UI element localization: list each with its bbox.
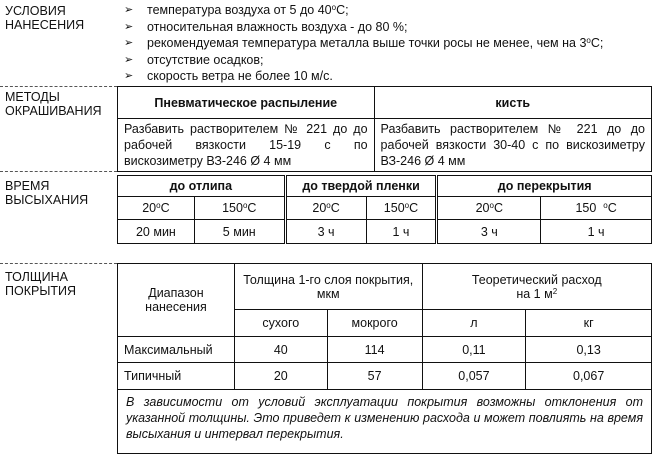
method-text-brush: Разбавить растворителем № 221 до до рабочей вязкости 30-40 с по вискозиметру ВЗ-246 Ø 4 мм bbox=[374, 119, 651, 172]
section-divider bbox=[0, 171, 117, 172]
condition-item: ➢ рекомендуемая температура металла выше точки росы не менее, чем на $3^оС$; bbox=[124, 36, 604, 50]
time-cell: 3 ч bbox=[437, 220, 541, 244]
condition-item: ➢ отсутствие осадков; bbox=[124, 52, 264, 67]
method-text-spray: Разбавить растворителем № 221 до до рабочей вязкости 15-19 с по вискозиметру ВЗ-246 Ø 4 мм bbox=[118, 119, 375, 172]
painting-methods-table bbox=[117, 86, 652, 172]
thickness-note: В зависимости от условий эксплуатации покрытия возможны отклонения от указанной толщины. Это приведет к изменению расхода и может повлиять на время высыхания и интервал перекрытия. bbox=[118, 390, 652, 454]
arrow-bullet-icon: ➢ bbox=[124, 70, 134, 82]
time-cell: 1 ч bbox=[541, 220, 652, 244]
subheader-liters: л bbox=[422, 310, 526, 337]
arrow-bullet-icon: ➢ bbox=[124, 37, 134, 49]
drying-group-recoat: до перекрытия bbox=[437, 176, 652, 197]
consumption-header: Теоретический расход на 1 $м^2$ bbox=[422, 264, 651, 310]
drying-group-hard: до твердой пленки bbox=[285, 176, 437, 197]
temp-cell: $20^оС$ bbox=[437, 197, 541, 220]
conditions-label bbox=[5, 4, 84, 32]
table-row: Максимальный 40 114 0,11 0,13 bbox=[118, 337, 652, 363]
range-header: Диапазон нанесения bbox=[118, 264, 235, 337]
coating-thickness-table bbox=[117, 263, 652, 454]
subheader-wet: мокрого bbox=[327, 310, 422, 337]
conditions-list bbox=[124, 2, 603, 85]
condition-item: ➢ температура воздуха от 5 до $40^оС$; bbox=[124, 3, 349, 17]
section-divider bbox=[0, 86, 117, 87]
thickness-header: Толщина 1-го слоя покрытия, мкм bbox=[234, 264, 422, 310]
method-header-spray: Пневматическое распыление bbox=[118, 87, 375, 119]
section-divider bbox=[0, 263, 117, 264]
table-row: Типичный 20 57 0,057 0,067 bbox=[118, 363, 652, 390]
time-cell: 5 мин bbox=[194, 220, 285, 244]
drying-label: ВРЕМЯ ВЫСЫХАНИЯ bbox=[5, 179, 89, 207]
subheader-dry: сухого bbox=[234, 310, 327, 337]
temp-cell: $20^оС$ bbox=[118, 197, 195, 220]
drying-group-tackfree: до отлипа bbox=[118, 176, 286, 197]
conditions-label-line1: УСЛОВИЯ bbox=[5, 4, 66, 18]
time-cell: 1 ч bbox=[366, 220, 437, 244]
temp-cell: $150^оС$ bbox=[366, 197, 437, 220]
subheader-kg: кг bbox=[526, 310, 652, 337]
methods-label: МЕТОДЫ ОКРАШИВАНИЯ bbox=[5, 90, 102, 118]
time-cell: 3 ч bbox=[285, 220, 366, 244]
temp-cell: $20^оС$ bbox=[285, 197, 366, 220]
method-header-brush: кисть bbox=[374, 87, 651, 119]
thickness-label: ТОЛЩИНА ПОКРЫТИЯ bbox=[5, 270, 77, 298]
condition-item: ➢ скорость ветра не более 10 м/с. bbox=[124, 69, 333, 83]
time-cell: 20 мин bbox=[118, 220, 195, 244]
condition-item: ➢ относительная влажность воздуха - до 80 %; bbox=[124, 19, 408, 34]
conditions-label-line2: НАНЕСЕНИЯ bbox=[5, 18, 85, 32]
temp-cell: 150 $^о$С bbox=[541, 197, 652, 220]
drying-time-table bbox=[117, 175, 652, 244]
arrow-bullet-icon: ➢ bbox=[124, 4, 134, 16]
arrow-bullet-icon: ➢ bbox=[124, 53, 134, 66]
arrow-bullet-icon: ➢ bbox=[124, 20, 134, 33]
temp-cell: $150^оС$ bbox=[194, 197, 285, 220]
